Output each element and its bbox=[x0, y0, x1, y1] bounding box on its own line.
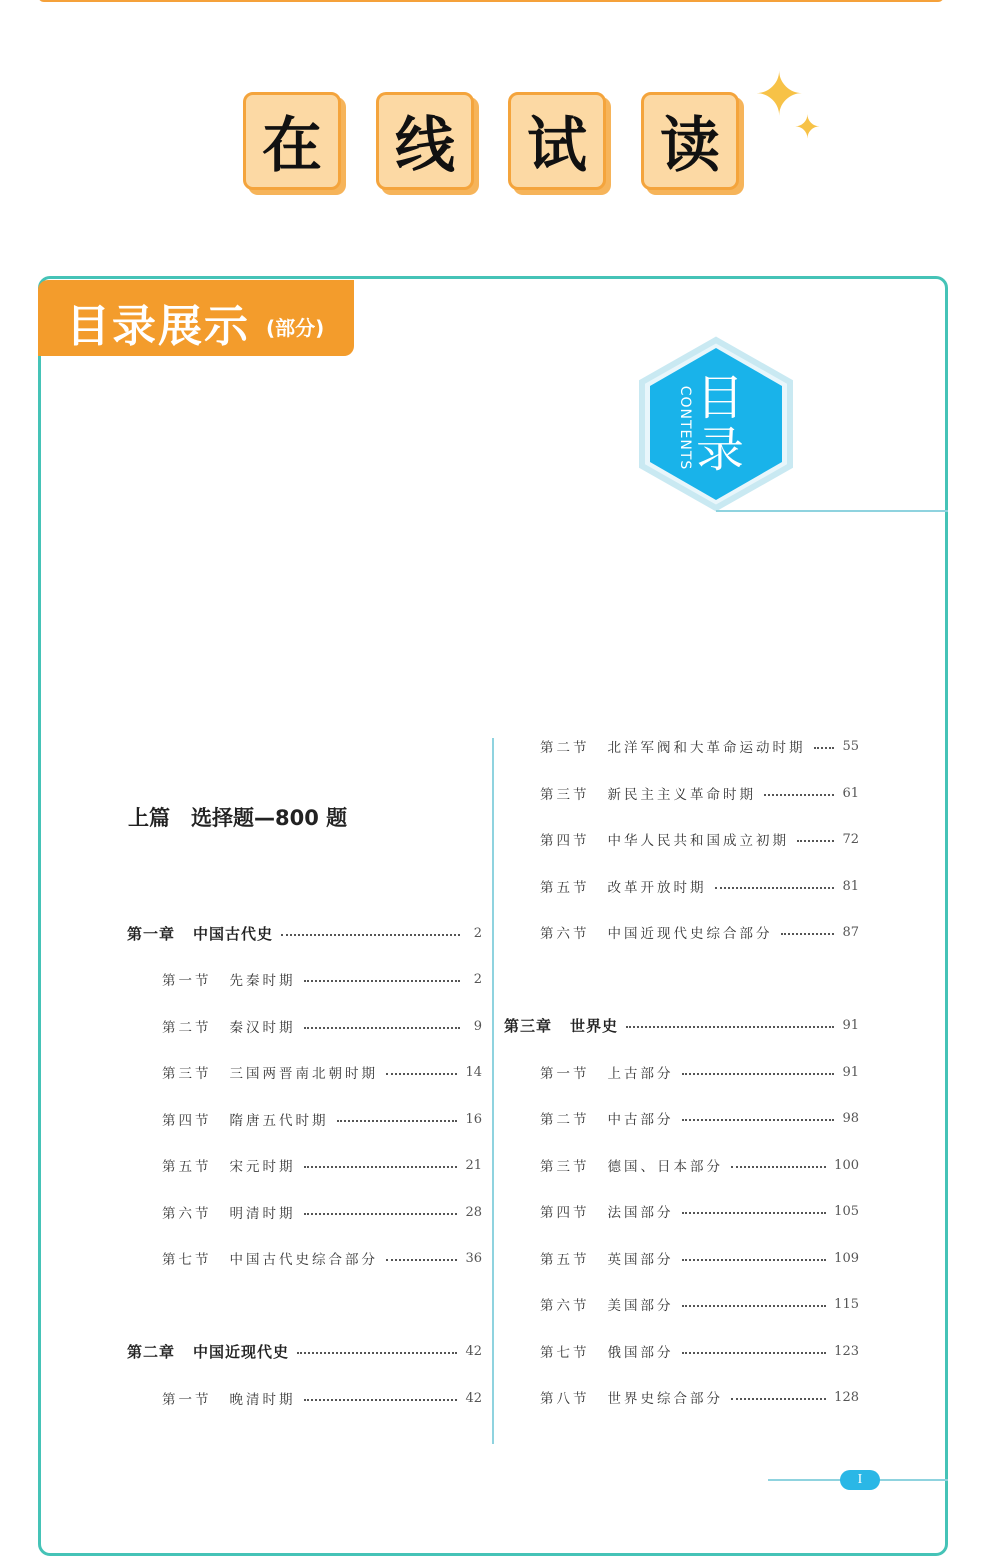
toc-page: 36 bbox=[465, 1250, 482, 1266]
toc-leader bbox=[386, 1073, 457, 1075]
toc-page: 115 bbox=[834, 1296, 859, 1312]
toc-label: 第一章 bbox=[127, 924, 176, 943]
toc-page: 98 bbox=[842, 1110, 859, 1126]
toc-title: 世界史综合部分 bbox=[607, 1391, 723, 1407]
toc-title: 世界史 bbox=[570, 1016, 619, 1035]
tile-3: 试 bbox=[508, 92, 606, 190]
toc-leader bbox=[304, 1213, 458, 1215]
toc-leader bbox=[682, 1259, 827, 1261]
toc-title: 中国近现代史综合部分 bbox=[607, 926, 773, 942]
toc-title: 改革开放时期 bbox=[607, 880, 707, 896]
toc-page: 91 bbox=[842, 1017, 859, 1033]
toc-title: 秦汉时期 bbox=[229, 1020, 296, 1036]
page-number: I bbox=[840, 1470, 880, 1490]
toc-section-row bbox=[162, 1247, 482, 1269]
toc-section-row bbox=[540, 1154, 859, 1176]
toc-page: 21 bbox=[465, 1157, 482, 1173]
toc-page: 42 bbox=[465, 1343, 482, 1359]
toc-leader bbox=[731, 1166, 826, 1168]
badge-rule bbox=[716, 510, 948, 512]
toc-title: 三国两晋南北朝时期 bbox=[229, 1066, 378, 1082]
toc-leader bbox=[386, 1259, 457, 1261]
toc-page: 55 bbox=[842, 738, 859, 754]
toc-title: 先秦时期 bbox=[229, 973, 296, 989]
toc-section-row bbox=[540, 1293, 859, 1315]
toc-title: 德国、日本部分 bbox=[607, 1159, 723, 1175]
toc-title: 英国部分 bbox=[607, 1252, 674, 1268]
toc-title: 宋元时期 bbox=[229, 1159, 296, 1175]
badge-small-text: CONTENTS bbox=[677, 385, 693, 471]
toc-page: 109 bbox=[834, 1250, 859, 1266]
toc-chapter-row bbox=[504, 1014, 859, 1036]
toc-section-row bbox=[540, 1247, 859, 1269]
toc-page: 87 bbox=[842, 924, 859, 940]
toc-title: 中华人民共和国成立初期 bbox=[607, 833, 789, 849]
toc-title: 俄国部分 bbox=[607, 1345, 674, 1361]
toc-section-row bbox=[540, 782, 859, 804]
tile-2: 线 bbox=[376, 92, 474, 190]
section-subtitle: (部分) bbox=[266, 316, 325, 340]
toc-label: 第七节 bbox=[540, 1345, 590, 1361]
toc-leader bbox=[682, 1352, 827, 1354]
toc-leader bbox=[297, 1352, 457, 1354]
toc-label: 第四节 bbox=[540, 1205, 590, 1221]
toc-page: 105 bbox=[834, 1203, 859, 1219]
toc-title: 中国古代史 bbox=[193, 924, 274, 943]
tile-1: 在 bbox=[243, 92, 341, 190]
toc-page: 91 bbox=[842, 1064, 859, 1080]
toc-label: 第六节 bbox=[540, 1298, 590, 1314]
toc-leader bbox=[626, 1026, 834, 1028]
toc-label: 第五节 bbox=[162, 1159, 212, 1175]
toc-label: 第三节 bbox=[162, 1066, 212, 1082]
toc-leader bbox=[281, 934, 460, 936]
toc-title: 新民主主义革命时期 bbox=[607, 787, 756, 803]
toc-page: 16 bbox=[465, 1111, 482, 1127]
toc-page: 2 bbox=[473, 925, 482, 941]
toc-title: 上古部分 bbox=[607, 1066, 674, 1082]
toc-section-row bbox=[162, 968, 482, 990]
sparkle-small-icon: ✦ bbox=[794, 108, 821, 146]
toc-label: 第二章 bbox=[127, 1342, 176, 1361]
toc-page: 128 bbox=[834, 1389, 859, 1405]
toc-title: 中国近现代史 bbox=[193, 1342, 290, 1361]
toc-label: 第二节 bbox=[540, 740, 590, 756]
toc-label: 第二节 bbox=[540, 1112, 590, 1128]
toc-label: 第五节 bbox=[540, 880, 590, 896]
toc-label: 第一节 bbox=[540, 1066, 590, 1082]
part-title: 上篇 选择题—800 题 bbox=[128, 806, 348, 830]
toc-title: 法国部分 bbox=[607, 1205, 674, 1221]
toc-label: 第三节 bbox=[540, 787, 590, 803]
toc-label: 第六节 bbox=[162, 1206, 212, 1222]
toc-title: 美国部分 bbox=[607, 1298, 674, 1314]
toc-label: 第一节 bbox=[162, 973, 212, 989]
toc-section-row bbox=[540, 1340, 859, 1362]
toc-section-row bbox=[540, 1061, 859, 1083]
toc-chapter-row bbox=[127, 1340, 482, 1362]
tile-4: 读 bbox=[641, 92, 739, 190]
toc-chapter-row bbox=[127, 922, 482, 944]
toc-leader bbox=[337, 1120, 458, 1122]
sparkle-icon: ✦ bbox=[754, 60, 805, 130]
toc-section-row bbox=[540, 921, 859, 943]
toc-leader bbox=[304, 1027, 461, 1029]
toc-label: 第一节 bbox=[162, 1392, 212, 1408]
column-divider bbox=[492, 738, 494, 1444]
toc-page: 123 bbox=[834, 1343, 859, 1359]
toc-label: 第三章 bbox=[504, 1016, 553, 1035]
toc-section-row bbox=[540, 1107, 859, 1129]
toc-title: 中古部分 bbox=[607, 1112, 674, 1128]
toc-section-row bbox=[540, 1200, 859, 1222]
section-tab bbox=[38, 280, 354, 356]
toc-leader bbox=[682, 1119, 835, 1121]
toc-title: 晚清时期 bbox=[229, 1392, 296, 1408]
section-title: 目录展示 bbox=[66, 301, 250, 352]
toc-title: 中国古代史综合部分 bbox=[229, 1252, 378, 1268]
toc-section-row bbox=[162, 1201, 482, 1223]
toc-page: 2 bbox=[473, 971, 482, 987]
toc-title: 明清时期 bbox=[229, 1206, 296, 1222]
toc-leader bbox=[304, 1166, 458, 1168]
toc-section-row bbox=[540, 875, 859, 897]
toc-page: 9 bbox=[473, 1018, 482, 1034]
toc-leader bbox=[304, 1399, 458, 1401]
toc-leader bbox=[682, 1305, 827, 1307]
toc-leader bbox=[304, 980, 461, 982]
toc-leader bbox=[715, 887, 835, 889]
toc-leader bbox=[814, 747, 835, 749]
badge-big-text: 目录 bbox=[695, 370, 744, 478]
toc-leader bbox=[731, 1398, 826, 1400]
toc-page: 61 bbox=[842, 785, 859, 801]
toc-section-row bbox=[540, 828, 859, 850]
toc-label: 第八节 bbox=[540, 1391, 590, 1407]
toc-label: 第二节 bbox=[162, 1020, 212, 1036]
toc-label: 第四节 bbox=[540, 833, 590, 849]
toc-section-row bbox=[540, 735, 859, 757]
toc-label: 第七节 bbox=[162, 1252, 212, 1268]
toc-section-row bbox=[162, 1061, 482, 1083]
toc-page: 100 bbox=[834, 1157, 859, 1173]
top-border bbox=[38, 0, 944, 2]
toc-title: 隋唐五代时期 bbox=[229, 1113, 329, 1129]
toc-page: 28 bbox=[465, 1204, 482, 1220]
toc-section-row bbox=[162, 1108, 482, 1130]
toc-leader bbox=[682, 1073, 835, 1075]
toc-section-row bbox=[540, 1386, 859, 1408]
toc-label: 第六节 bbox=[540, 926, 590, 942]
toc-page: 14 bbox=[465, 1064, 482, 1080]
toc-page: 81 bbox=[842, 878, 859, 894]
toc-leader bbox=[682, 1212, 827, 1214]
toc-page: 42 bbox=[465, 1390, 482, 1406]
toc-leader bbox=[764, 794, 834, 796]
toc-page: 72 bbox=[842, 831, 859, 847]
toc-section-row bbox=[162, 1387, 482, 1409]
toc-label: 第四节 bbox=[162, 1113, 212, 1129]
toc-label: 第五节 bbox=[540, 1252, 590, 1268]
toc-title: 北洋军阀和大革命运动时期 bbox=[607, 740, 806, 756]
toc-leader bbox=[781, 933, 835, 935]
toc-section-row bbox=[162, 1154, 482, 1176]
toc-label: 第三节 bbox=[540, 1159, 590, 1175]
toc-section-row bbox=[162, 1015, 482, 1037]
toc-leader bbox=[797, 840, 834, 842]
